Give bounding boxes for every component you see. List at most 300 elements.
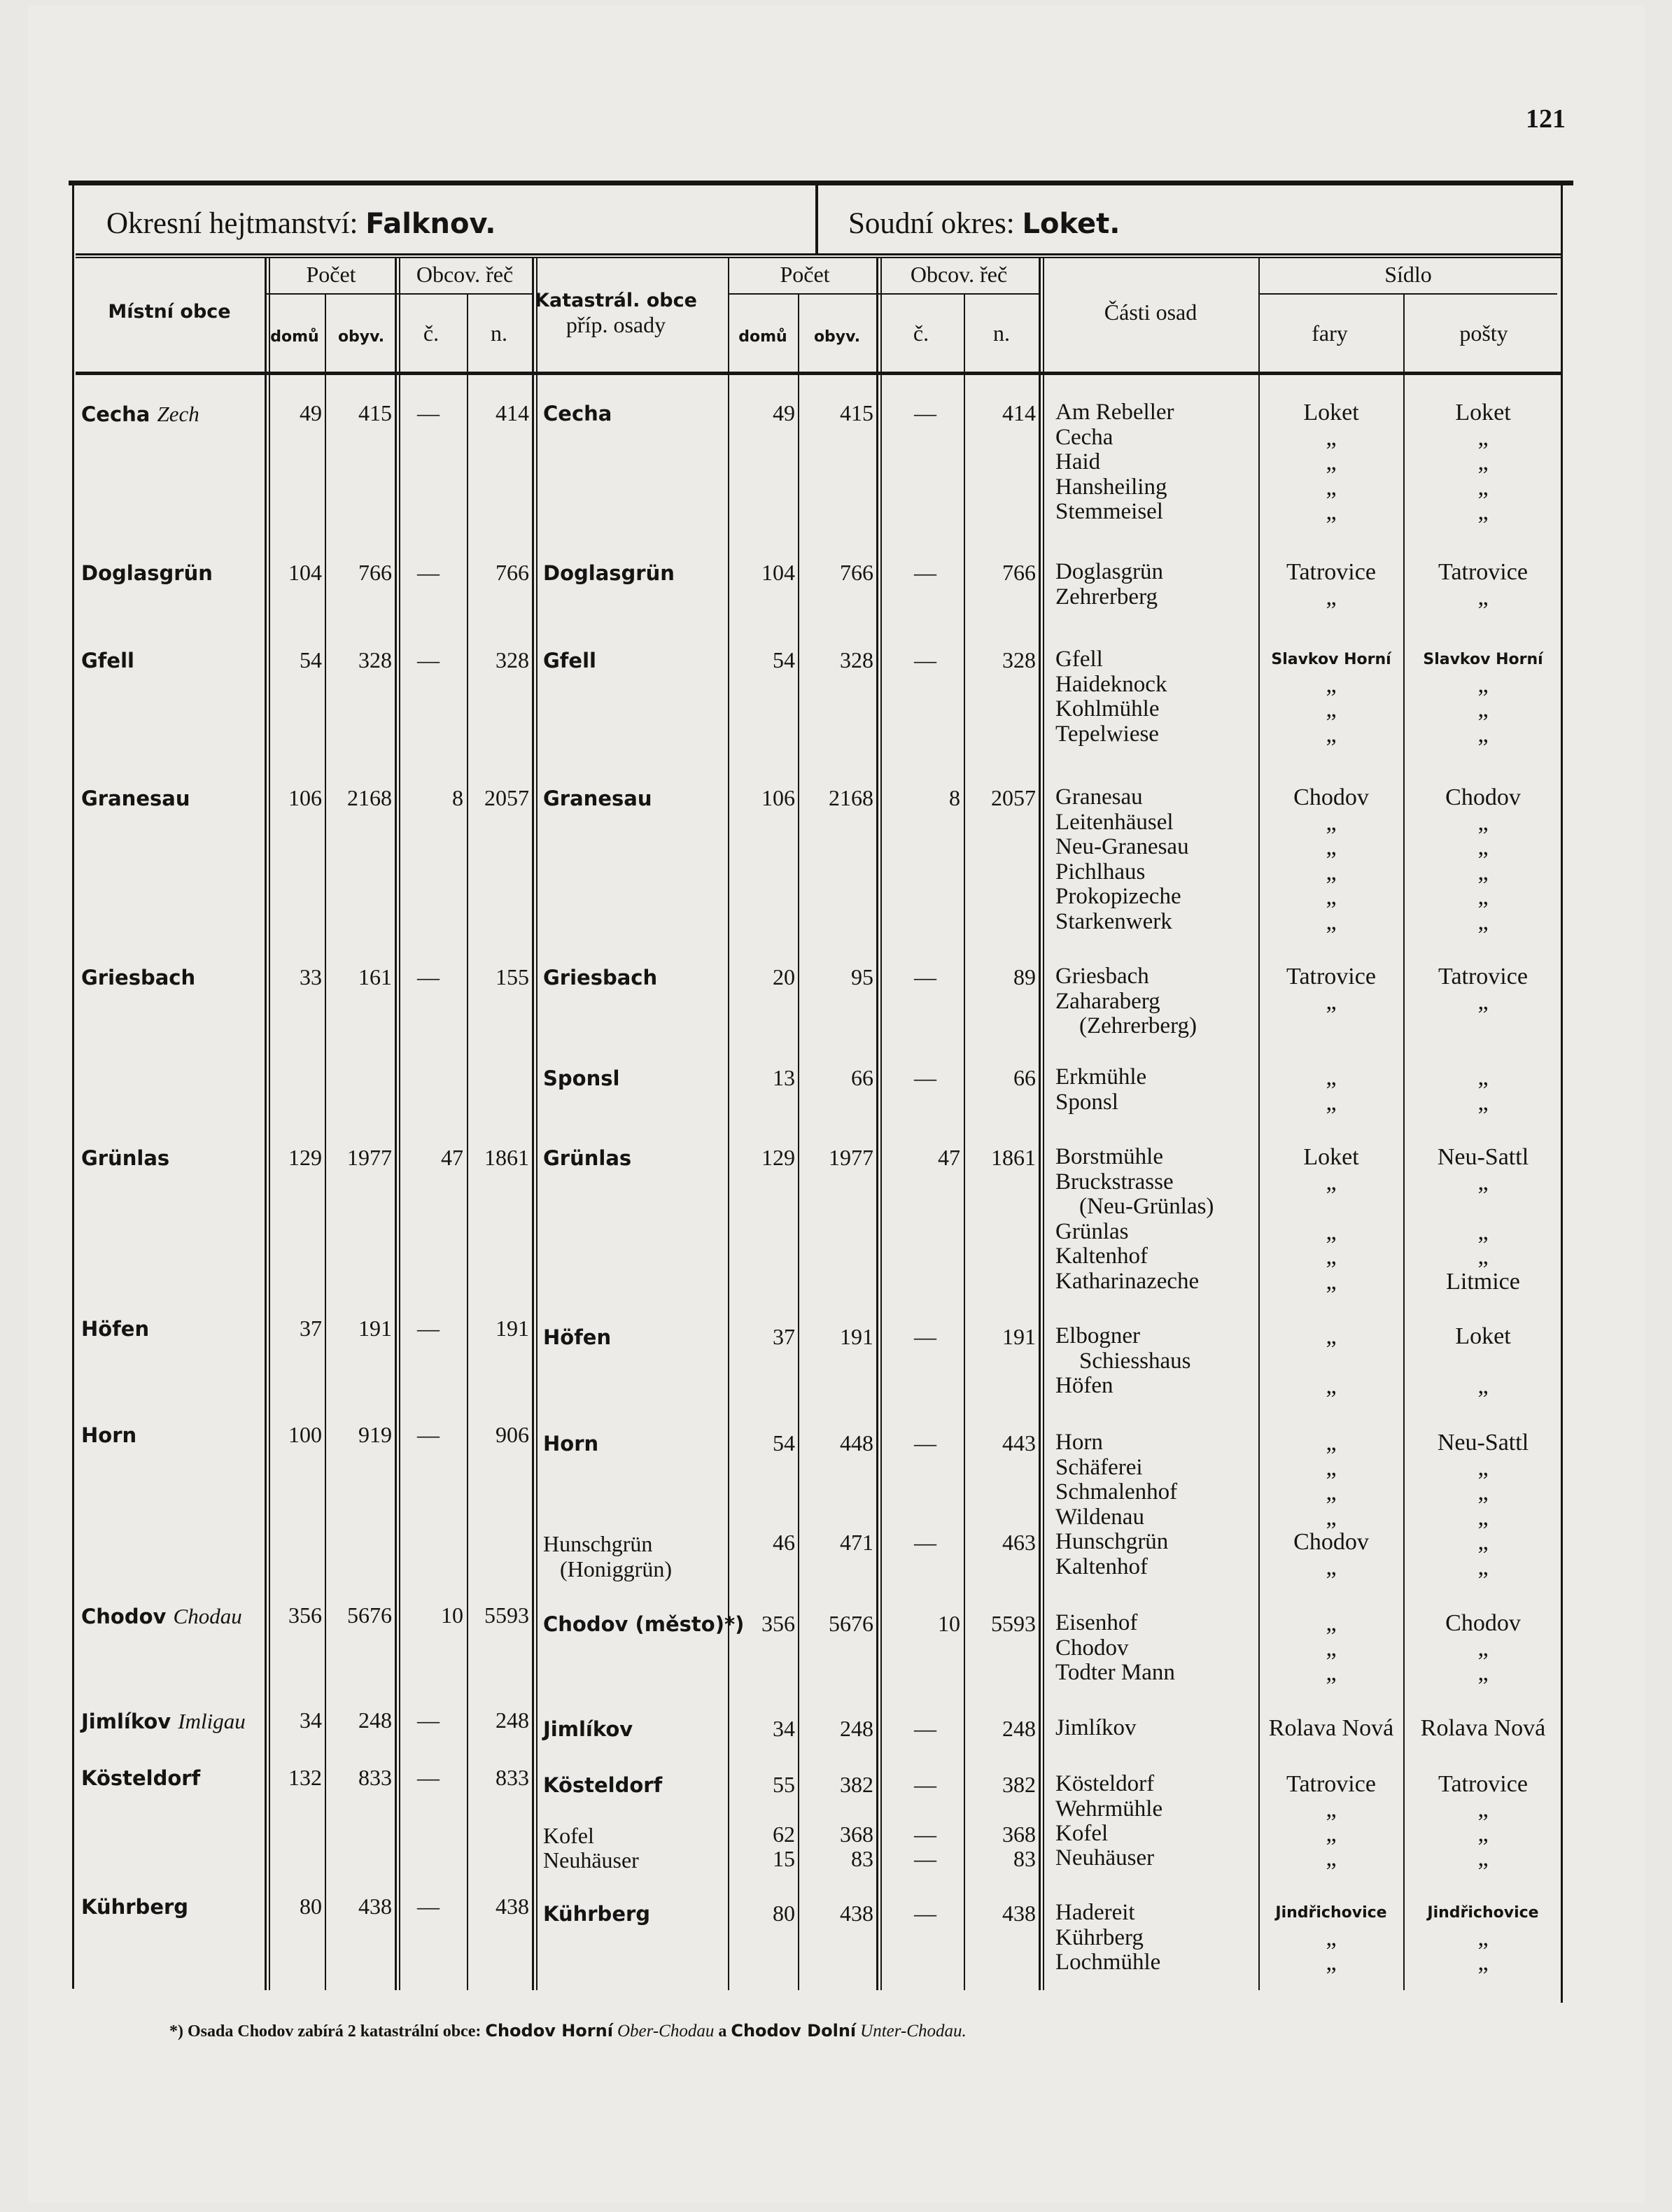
katastr-name: Grünlas xyxy=(543,1146,632,1170)
katastr-obyv: 248 xyxy=(840,1716,873,1741)
posty-list xyxy=(1405,400,1561,525)
vline-2 xyxy=(325,294,326,1990)
obec-c: 10 xyxy=(441,1602,463,1628)
fara-item: „ xyxy=(1326,1845,1337,1871)
katastr-obyv: 83 xyxy=(851,1846,873,1871)
fara-item: Tatrovice xyxy=(1286,1771,1376,1797)
katastr-name: Chodov (město)*) xyxy=(543,1612,745,1636)
obec-name-de: Imligau xyxy=(178,1709,246,1733)
obec-n: 414 xyxy=(496,400,529,425)
fary-list xyxy=(1261,1430,1401,1530)
katastr-name: Neuhäuser xyxy=(543,1847,639,1873)
katastr-c: — xyxy=(914,1846,936,1871)
part-item: Schmalenhof xyxy=(1055,1479,1178,1505)
katastr-n: 83 xyxy=(1013,1846,1036,1871)
col-n-2: n. xyxy=(993,320,1010,346)
posta-item: „ xyxy=(1477,809,1489,836)
obec-name-cz: Griesbach xyxy=(81,966,196,989)
part-item: Zaharaberg xyxy=(1055,988,1160,1014)
posty-list xyxy=(1405,1901,1561,1975)
obec-name-cz: Kührberg xyxy=(81,1895,189,1919)
fary-list xyxy=(1261,1065,1401,1115)
katastr-name: Cecha xyxy=(543,402,612,425)
obec-c: — xyxy=(417,1316,440,1341)
fara-item: „ xyxy=(1326,1554,1337,1580)
parts-list xyxy=(1055,1430,1177,1530)
posta-item: „ xyxy=(1477,721,1489,747)
part-item: Erkmühle xyxy=(1055,1064,1147,1090)
obec-obyv: 415 xyxy=(358,400,392,425)
obec-domu: 104 xyxy=(288,560,322,585)
katastr-name: Granesau xyxy=(543,787,652,810)
katastr-c: 8 xyxy=(949,785,960,810)
fary-list xyxy=(1261,1846,1401,1871)
posta-item: „ xyxy=(1477,584,1489,610)
part-item: Leitenhäusel xyxy=(1055,809,1174,835)
parts-list xyxy=(1055,1822,1108,1847)
part-item: Tepelwiese xyxy=(1055,721,1159,747)
katastr-n: 766 xyxy=(1002,560,1036,585)
part-item: Schiesshaus xyxy=(1079,1348,1191,1374)
katastr-name: Kösteldorf xyxy=(543,1773,663,1797)
posta-item: „ xyxy=(1477,449,1489,475)
posta-item: „ xyxy=(1477,884,1489,910)
katastr-obyv: 95 xyxy=(851,964,873,989)
katastr-obyv: 368 xyxy=(840,1822,873,1847)
katastr-obyv: 66 xyxy=(851,1065,873,1090)
parts-list xyxy=(1055,1901,1160,1975)
katastr-domu: 129 xyxy=(761,1145,795,1170)
katastr-c: — xyxy=(914,1324,936,1349)
obec-c: — xyxy=(417,1422,440,1447)
katastr-name: Doglasgrün xyxy=(543,561,675,585)
part-item: Kofel xyxy=(1055,1821,1109,1846)
parts-list xyxy=(1055,560,1163,610)
col-pocet-2: Počet xyxy=(780,262,830,287)
obec-name xyxy=(81,402,199,427)
fara-item: „ xyxy=(1326,1064,1337,1090)
obec-domu: 80 xyxy=(300,1894,322,1919)
fara-item xyxy=(1261,1014,1401,1039)
col-c-2: č. xyxy=(913,320,929,346)
fary-list xyxy=(1261,1145,1401,1294)
part-item: Hadereit xyxy=(1055,1900,1135,1925)
posta-item: „ xyxy=(1477,859,1489,885)
part-item: Griesbach xyxy=(1055,964,1149,989)
posta-item: Rolava Nová xyxy=(1420,1715,1546,1741)
col-obyv-2: obyv. xyxy=(813,328,861,346)
obec-domu: 54 xyxy=(300,647,322,672)
obec-name xyxy=(81,1146,169,1170)
fara-item: „ xyxy=(1326,1454,1337,1481)
fara-item: Tatrovice xyxy=(1286,964,1376,989)
parts-list xyxy=(1055,1530,1168,1579)
parts-list xyxy=(1055,1145,1214,1294)
fara-item: „ xyxy=(1326,1796,1337,1822)
part-item: Cecha xyxy=(1055,424,1114,450)
col-posty: pošty xyxy=(1459,320,1508,346)
posta-item: Litmice xyxy=(1446,1268,1520,1295)
katastr-name: Jimlíkov xyxy=(543,1717,633,1741)
katastr-name: Hunschgrün xyxy=(543,1531,653,1556)
part-item: Kohlmühle xyxy=(1055,696,1160,721)
posta-item: „ xyxy=(1477,1845,1489,1871)
katastr-n: 2057 xyxy=(991,785,1036,810)
obec-obyv: 328 xyxy=(358,647,392,672)
katastr-domu: 20 xyxy=(773,964,795,989)
part-item: Zehrerberg xyxy=(1055,584,1158,610)
katastr-c: — xyxy=(914,1772,936,1797)
obec-domu: 37 xyxy=(300,1316,322,1341)
obec-obyv: 248 xyxy=(358,1707,392,1733)
fara-item: „ xyxy=(1326,1660,1337,1686)
obec-c: 47 xyxy=(441,1145,463,1170)
parts-list xyxy=(1055,1716,1137,1741)
posta-item: „ xyxy=(1477,1373,1489,1399)
obec-obyv: 438 xyxy=(358,1894,392,1919)
obec-name-cz: Grünlas xyxy=(81,1146,170,1170)
fara-item: „ xyxy=(1326,696,1337,722)
court-label: Soudní okres: Loket. xyxy=(848,207,1120,240)
posta-item: „ xyxy=(1477,1796,1489,1822)
obec-domu: 34 xyxy=(300,1707,322,1733)
posta-item: Tatrovice xyxy=(1438,964,1528,989)
posty-list xyxy=(1405,1145,1561,1294)
katastr-domu: 46 xyxy=(773,1530,795,1555)
obec-obyv: 161 xyxy=(358,964,392,989)
fara-item: „ xyxy=(1326,721,1337,747)
obec-c: — xyxy=(417,964,440,989)
parts-list xyxy=(1055,1611,1175,1686)
fara-item: Chodov xyxy=(1293,1529,1369,1555)
katastr-obyv: 5676 xyxy=(829,1611,873,1636)
fara-item: „ xyxy=(1326,1169,1337,1195)
fara-item: „ xyxy=(1326,1479,1337,1505)
vline-11 xyxy=(1258,258,1260,1990)
obec-domu: 100 xyxy=(288,1422,322,1447)
katastr-obyv: 448 xyxy=(840,1430,873,1456)
katastr-n: 248 xyxy=(1002,1716,1036,1741)
columns-bottom-rule xyxy=(76,372,1562,375)
part-item: Lochmühle xyxy=(1055,1950,1161,1975)
fara-item: „ xyxy=(1326,1635,1337,1661)
katastr-n: 328 xyxy=(1002,647,1036,672)
obec-c: — xyxy=(417,647,440,672)
fary-list xyxy=(1261,647,1401,747)
fara-item: „ xyxy=(1326,1323,1337,1349)
posty-list xyxy=(1405,1065,1561,1115)
part-item: Bruckstrasse xyxy=(1055,1169,1174,1195)
part-item: Jimlíkov xyxy=(1055,1715,1137,1740)
col-katastral-2: příp. osady xyxy=(565,312,666,337)
katastr-domu: 34 xyxy=(773,1716,795,1741)
obec-n: 906 xyxy=(496,1422,529,1447)
katastr-n: 438 xyxy=(1002,1901,1036,1926)
obec-obyv: 5676 xyxy=(347,1602,392,1628)
katastr-c: 10 xyxy=(938,1611,960,1636)
obec-c: — xyxy=(417,400,440,425)
part-item: Granesau xyxy=(1055,784,1143,810)
part-item: Stemmeisel xyxy=(1055,499,1163,524)
katastr-obyv: 438 xyxy=(840,1901,873,1926)
obec-name-cz: Granesau xyxy=(81,787,190,810)
col-domu: domů xyxy=(270,328,319,346)
fara-item: „ xyxy=(1326,834,1337,860)
obec-n: 833 xyxy=(496,1765,529,1790)
katastr-domu: 15 xyxy=(773,1846,795,1871)
katastr-domu: 54 xyxy=(773,647,795,672)
parts-list xyxy=(1055,1772,1162,1822)
fara-item: Slavkov Horní xyxy=(1271,651,1391,668)
col-obcov-rec: Obcov. řeč xyxy=(416,262,514,287)
posta-item: „ xyxy=(1477,1454,1489,1481)
fara-item: „ xyxy=(1326,1089,1337,1115)
part-item: Gfell xyxy=(1055,647,1103,672)
posty-list xyxy=(1405,1611,1561,1686)
fara-item: „ xyxy=(1326,474,1337,500)
posty-list xyxy=(1405,1324,1561,1399)
part-item: Borstmühle xyxy=(1055,1144,1163,1169)
part-item: Elbogner xyxy=(1055,1323,1140,1348)
posta-item: „ xyxy=(1477,1089,1489,1115)
part-item: Horn xyxy=(1055,1430,1103,1455)
parts-list xyxy=(1055,400,1174,525)
obec-n: 328 xyxy=(496,647,529,672)
katastr-obyv: 191 xyxy=(840,1324,873,1349)
part-item: Schäferei xyxy=(1055,1454,1143,1480)
pocet-rule-2 xyxy=(728,293,1039,295)
obec-domu: 129 xyxy=(288,1145,322,1170)
obec-c: 8 xyxy=(452,785,463,810)
fara-item: „ xyxy=(1326,499,1337,525)
katastr-domu: 55 xyxy=(773,1772,795,1797)
fara-item: „ xyxy=(1326,1218,1337,1245)
posty-list xyxy=(1405,1772,1561,1822)
posta-item: „ xyxy=(1477,1660,1489,1686)
part-item: Neuhäuser xyxy=(1055,1845,1155,1871)
fara-item: „ xyxy=(1326,671,1337,698)
katastr-n: 463 xyxy=(1002,1530,1036,1555)
fara-item: „ xyxy=(1326,908,1337,935)
col-pocet: Počet xyxy=(306,262,356,287)
katastr-domu: 80 xyxy=(773,1901,795,1926)
vline-5b xyxy=(536,258,538,1990)
posta-item xyxy=(1405,1349,1561,1374)
header-bottom-rule xyxy=(76,253,1562,255)
part-item: Höfen xyxy=(1055,1373,1114,1398)
obec-obyv: 919 xyxy=(358,1422,392,1447)
pocet-rule-1 xyxy=(267,293,534,295)
part-item: Grünlas xyxy=(1055,1218,1129,1244)
katastr-c: — xyxy=(914,400,936,425)
katastr-name: Kofel xyxy=(543,1823,594,1848)
part-item: Prokopizeche xyxy=(1055,884,1181,909)
part-item: Eisenhof xyxy=(1055,1610,1138,1635)
part-item: Katharinazeche xyxy=(1055,1268,1200,1294)
obec-name-cz: Horn xyxy=(81,1423,137,1447)
katastr-obyv: 471 xyxy=(840,1530,873,1555)
fara-item: „ xyxy=(1326,1504,1337,1530)
katastr-c: — xyxy=(914,1716,936,1741)
fara-item: Jindřichovice xyxy=(1275,1904,1387,1922)
fara-item xyxy=(1261,1195,1401,1220)
vline-8b xyxy=(880,258,882,1990)
col-sidlo: Sídlo xyxy=(1384,262,1432,287)
part-item: Wildenau xyxy=(1055,1504,1144,1530)
obec-c: — xyxy=(417,1765,440,1790)
katastr-c: — xyxy=(914,647,936,672)
vline-8 xyxy=(876,258,878,1990)
posta-item: „ xyxy=(1477,1924,1489,1951)
posta-item: „ xyxy=(1477,988,1489,1015)
fara-item: Chodov xyxy=(1293,784,1369,810)
posta-item: „ xyxy=(1477,1504,1489,1530)
obec-name xyxy=(81,1709,246,1734)
fara-item: „ xyxy=(1326,1244,1337,1269)
obec-domu: 33 xyxy=(300,964,322,989)
fara-item: „ xyxy=(1326,884,1337,910)
posta-item: „ xyxy=(1477,474,1489,500)
obec-name xyxy=(81,1423,136,1447)
obec-name-cz: Höfen xyxy=(81,1317,150,1341)
posta-item: „ xyxy=(1477,1169,1489,1195)
fary-list xyxy=(1261,785,1401,934)
posta-item xyxy=(1405,1014,1561,1039)
fary-list xyxy=(1261,1772,1401,1822)
fary-list xyxy=(1261,400,1401,525)
katastr-domu: 356 xyxy=(761,1611,795,1636)
district-value: Falknov. xyxy=(365,208,496,240)
fara-item: „ xyxy=(1326,1430,1337,1456)
katastr-obyv: 328 xyxy=(840,647,873,672)
katastr-domu: 54 xyxy=(773,1430,795,1456)
fara-item: „ xyxy=(1326,584,1337,610)
vline-12 xyxy=(1403,294,1405,1990)
obec-c: — xyxy=(417,560,440,585)
part-item: Haideknock xyxy=(1055,671,1167,697)
obec-domu: 49 xyxy=(300,400,322,425)
posta-item: Chodov xyxy=(1445,784,1521,810)
obec-domu: 356 xyxy=(288,1602,322,1628)
katastr-obyv: 1977 xyxy=(829,1145,873,1170)
part-item: Sponsl xyxy=(1055,1089,1118,1115)
posta-item: „ xyxy=(1477,696,1489,722)
posta-item xyxy=(1405,1195,1561,1220)
katastr-name: Kührberg xyxy=(543,1902,651,1926)
posta-item: „ xyxy=(1477,424,1489,451)
obec-name-cz: Doglasgrün xyxy=(81,561,213,585)
col-katastral-1: Katastrál. obce xyxy=(535,290,697,311)
obec-n: 155 xyxy=(496,964,529,989)
katastr-name: Horn xyxy=(543,1432,599,1456)
posta-item: Slavkov Horní xyxy=(1423,651,1543,668)
obec-name-cz: Cecha xyxy=(81,402,150,426)
court-value: Loket. xyxy=(1022,208,1120,240)
part-item: Hunschgrün xyxy=(1055,1529,1169,1554)
obec-name-cz: Jimlíkov xyxy=(81,1710,171,1733)
posty-list xyxy=(1405,1716,1561,1741)
katastr-name: Gfell xyxy=(543,649,596,672)
obec-c: — xyxy=(417,1894,440,1919)
vline-header-divider xyxy=(815,185,818,255)
obec-obyv: 766 xyxy=(358,560,392,585)
katastr-c: 47 xyxy=(938,1145,960,1170)
part-item: Chodov xyxy=(1055,1635,1129,1661)
obec-name-cz: Kösteldorf xyxy=(81,1766,201,1790)
katastr-n: 443 xyxy=(1002,1430,1036,1456)
obec-n: 1861 xyxy=(484,1145,529,1170)
obec-n: 2057 xyxy=(484,785,529,810)
fara-item: „ xyxy=(1326,1268,1337,1295)
fara-item: „ xyxy=(1326,424,1337,451)
parts-list xyxy=(1055,1324,1191,1399)
fara-item: „ xyxy=(1326,809,1337,836)
footnote: *) Osada Chodov zabírá 2 katastrální obce: Chodov Horní Ober-Chodau a Chodov Dolní Unter-Chodau. xyxy=(169,2021,967,2041)
obec-name xyxy=(81,1604,242,1629)
vline-4 xyxy=(467,294,468,1990)
part-item: Am Rebeller xyxy=(1055,400,1174,425)
fary-list xyxy=(1261,560,1401,610)
posty-list xyxy=(1405,560,1561,610)
posty-list xyxy=(1405,1846,1561,1871)
fara-item: „ xyxy=(1326,988,1337,1015)
posta-item: „ xyxy=(1477,1554,1489,1580)
posta-item: „ xyxy=(1477,1479,1489,1505)
part-item: Kösteldorf xyxy=(1055,1771,1155,1796)
katastr-domu: 13 xyxy=(773,1065,795,1090)
posta-item: „ xyxy=(1477,1821,1489,1847)
header-bottom-rule-2 xyxy=(76,257,1562,258)
vline-10 xyxy=(1039,258,1041,1990)
posta-item: „ xyxy=(1477,908,1489,935)
katastr-obyv: 415 xyxy=(840,400,873,425)
col-c: č. xyxy=(423,320,440,346)
fary-list xyxy=(1261,1901,1401,1975)
obec-name xyxy=(81,649,134,672)
obec-domu: 106 xyxy=(288,785,322,810)
part-item: Todter Mann xyxy=(1055,1660,1175,1685)
part-item: Kaltenhof xyxy=(1055,1554,1148,1579)
parts-list xyxy=(1055,1065,1146,1115)
part-item: Pichlhaus xyxy=(1055,859,1146,885)
fara-item: Tatrovice xyxy=(1286,559,1376,585)
obec-n: 766 xyxy=(496,560,529,585)
fara-item: „ xyxy=(1326,1924,1337,1951)
katastr-name-alt: (Honiggrün) xyxy=(560,1556,672,1581)
part-item: Neu-Granesau xyxy=(1055,834,1189,859)
parts-list xyxy=(1055,647,1167,747)
posta-item: „ xyxy=(1477,1950,1489,1975)
obec-obyv: 191 xyxy=(358,1316,392,1341)
obec-name xyxy=(81,787,190,810)
posta-item: Neu-Sattl xyxy=(1437,1430,1529,1456)
district-label: Okresní hejtmanství: Falknov. xyxy=(106,207,496,240)
katastr-c: — xyxy=(914,1822,936,1847)
part-item: Haid xyxy=(1055,449,1101,474)
col-obcov-rec-2: Obcov. řeč xyxy=(910,262,1008,287)
posta-item: Loket xyxy=(1455,1323,1511,1349)
posta-item: Tatrovice xyxy=(1438,1771,1528,1797)
fara-item: Loket xyxy=(1303,1144,1359,1170)
col-obyv: obyv. xyxy=(337,328,385,346)
page-number: 121 xyxy=(1526,104,1566,134)
posta-item: Neu-Sattl xyxy=(1437,1144,1529,1170)
fara-item: „ xyxy=(1326,1373,1337,1399)
katastr-domu: 106 xyxy=(761,785,795,810)
posta-item: Jindřichovice xyxy=(1427,1904,1539,1922)
katastr-n: 368 xyxy=(1002,1822,1036,1847)
katastr-domu: 104 xyxy=(761,560,795,585)
